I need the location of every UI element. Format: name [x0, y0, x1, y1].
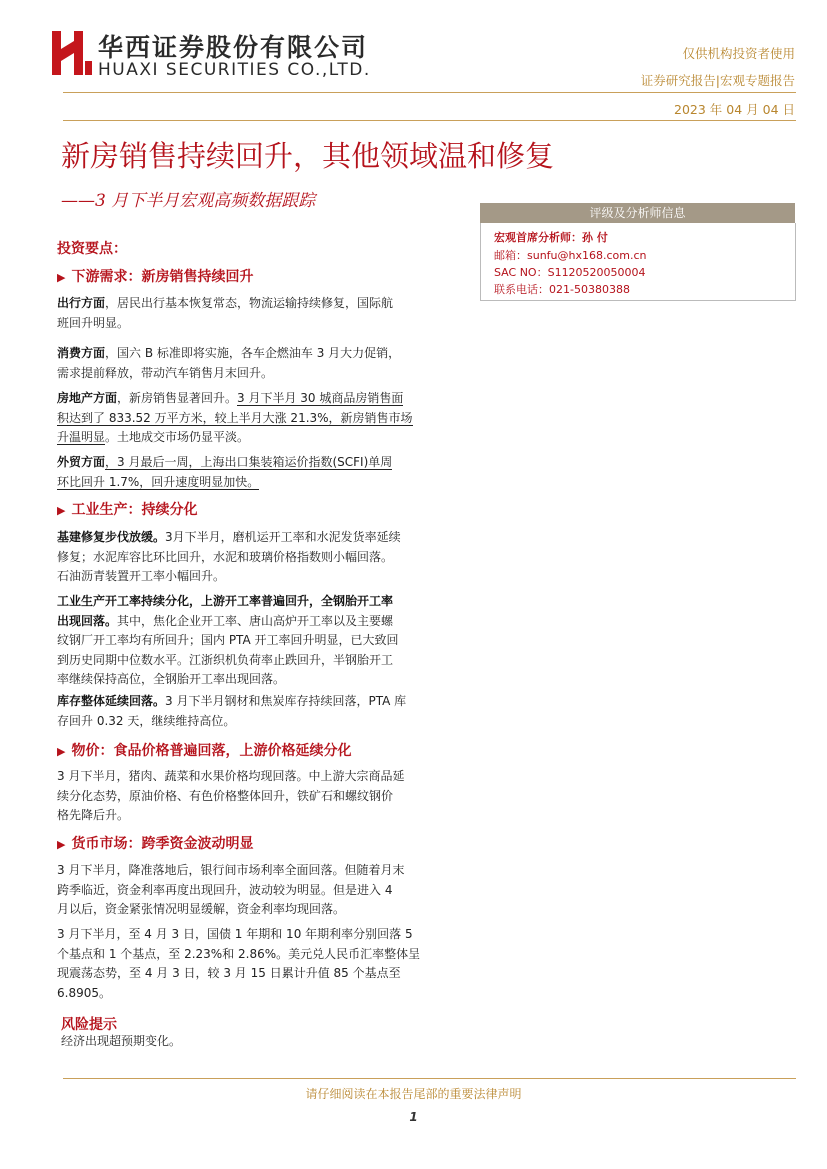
line: 存回升 0.32 天，继续维持高位。: [57, 713, 236, 728]
analyst-box: [480, 223, 796, 301]
paragraph-real-estate: [57, 389, 460, 448]
arrow-right-icon: ▶: [57, 838, 66, 851]
page-number: 1: [409, 1110, 418, 1124]
paragraph-consumption: [57, 344, 460, 383]
risk-heading: 风险提示: [61, 1017, 117, 1033]
section-downstream-demand: [57, 266, 253, 286]
section-title-text: 下游需求：新房销售持续回升: [71, 269, 254, 285]
arrow-right-icon: ▶: [57, 745, 66, 758]
underlined-text: 3 月下半月 30 城商品房销售面: [237, 391, 404, 405]
line: 跨季临近，资金利率再度出现回升，波动较为明显。但是进入 4: [57, 882, 393, 897]
line: 班回升明显。: [57, 315, 130, 330]
underlined-text: ，3 月最后一周，上海出口集装箱运价指数(SCFI)单周: [105, 455, 393, 469]
analyst-sac: SAC NO：S1120520050004: [494, 266, 646, 279]
lead-bold: 房地产方面: [57, 391, 118, 405]
line: 到历史同期中位数水平。江浙织机负荷率止跌回升，半钢胎开工: [57, 652, 394, 667]
line: 需求提前释放，带动汽车销售月末回升。: [57, 365, 274, 380]
paragraph-inventory: [57, 692, 460, 731]
line: 3月下半月，磨机运开工率和水泥发货率延续: [165, 530, 401, 544]
report-subtitle: ——3 月下半月宏观高频数据跟踪: [61, 191, 316, 211]
section-title-text: 物价：食品价格普遍回落，上游价格延续分化: [71, 743, 352, 759]
lead-bold: 基建修复步伐放缓。: [57, 530, 166, 544]
date-divider: [63, 120, 796, 121]
paragraph-travel: [57, 294, 460, 333]
lead-bold: 出现回落。: [57, 613, 118, 628]
line: 。土地成交市场仍显平淡。: [105, 430, 250, 444]
analyst-email[interactable]: 邮箱：sunfu@hx168.com.cn: [494, 249, 647, 262]
footer-divider: [63, 1078, 796, 1079]
line: 修复；水泥库容比环比回升，水泥和玻璃价格指数则小幅回落。: [57, 549, 394, 564]
footer-disclaimer: 请仔细阅读在本报告尾部的重要法律声明: [305, 1087, 522, 1101]
section-money-market: [57, 833, 253, 853]
paragraph-operating-rates: [57, 592, 460, 690]
audience-note: 仅供机构投资者使用: [682, 46, 795, 61]
line: 6.8905。: [57, 985, 111, 1000]
huaxi-logo-icon: [52, 31, 92, 75]
line: 3 月下半月，至 4 月 3 日，国债 1 年期和 10 年期利率分别回落 5: [57, 927, 413, 941]
arrow-right-icon: ▶: [57, 271, 66, 284]
lead-bold: 外贸方面: [57, 455, 106, 469]
lead-bold: 工业生产开工率持续分化，上游开工率普遍回升，全钢胎开工率: [57, 594, 394, 608]
line: 纹钢厂开工率均有所回升；国内 PTA 开工率回升明显，已大致回: [57, 633, 399, 647]
paragraph-money-market-1: [57, 861, 460, 920]
line: ，居民出行基本恢复常态，物流运输持续修复，国际航: [105, 296, 394, 310]
section-industrial-production: [57, 499, 197, 519]
arrow-right-icon: ▶: [57, 504, 66, 517]
section-prices: [57, 740, 351, 760]
investment-points-heading: 投资要点：: [57, 241, 127, 257]
line: ，国六 B 标准即将实施，各车企燃油车 3 月大力促销，: [105, 346, 401, 360]
lead-bold: 出行方面: [57, 296, 106, 310]
line: 月以后，资金紧张情况明显缓解，资金利率均现回落。: [57, 902, 346, 916]
line: 格先降后升。: [57, 808, 130, 822]
line: 3 月下半月，降准落地后，银行间市场利率全面回落。但随着月末: [57, 863, 405, 877]
underlined-text: 升温明显: [57, 430, 106, 444]
company-name-cn: 华西证券股份有限公司: [98, 33, 369, 62]
underlined-text: 环比回升 1.7%，回升速度明显加快。: [57, 474, 260, 489]
section-title-text: 工业生产：持续分化: [71, 502, 198, 518]
paragraph-trade: [57, 453, 460, 492]
report-date: 2023 年 04 月 04 日: [674, 102, 795, 117]
analyst-box-header: 评级及分析师信息: [480, 203, 795, 223]
paragraph-money-market-2: [57, 925, 460, 1003]
underlined-text: 积达到了 833.52 万平方米，较上半月大涨 21.3%，新房销售市场: [57, 410, 413, 425]
header-divider: [63, 92, 796, 93]
report-type: 证券研究报告|宏观专题报告: [640, 73, 795, 88]
risk-text: 经济出现超预期变化。: [61, 1034, 182, 1048]
line: 其中，焦化企业开工率、唐山高炉开工率以及主要螺: [117, 613, 394, 628]
line: 率继续保持高位，全钢胎开工率出现回落。: [57, 672, 286, 686]
line: 现震荡态势，至 4 月 3 日，较 3 月 15 日累计升值 85 个基点至: [57, 966, 401, 980]
analyst-name: 宏观首席分析师：孙 付: [494, 231, 608, 244]
report-title: 新房销售持续回升，其他领域温和修复: [61, 139, 555, 173]
paragraph-infrastructure: [57, 528, 460, 587]
line: 续分化态势，原油价格、有色价格整体回升，铁矿石和螺纹钢价: [57, 788, 394, 803]
analyst-phone: 联系电话：021-50380388: [494, 283, 630, 296]
line: 3 月下半月钢材和焦炭库存持续回落，PTA 库: [165, 694, 407, 708]
section-title-text: 货币市场：跨季资金波动明显: [71, 836, 254, 852]
line: 个基点和 1 个基点，至 2.23%和 2.86%。美元兑人民币汇率整体呈: [57, 946, 421, 961]
company-name-en: HUAXI SECURITIES CO.,LTD.: [98, 60, 371, 80]
paragraph-prices: [57, 767, 460, 826]
line: ，新房销售显著回升。: [117, 391, 238, 405]
line: 石油沥青装置开工率小幅回升。: [57, 569, 226, 583]
lead-bold: 消费方面: [57, 346, 106, 360]
line: 3 月下半月，猪肉、蔬菜和水果价格均现回落。中上游大宗商品延: [57, 769, 405, 783]
lead-bold: 库存整体延续回落。: [57, 694, 166, 708]
